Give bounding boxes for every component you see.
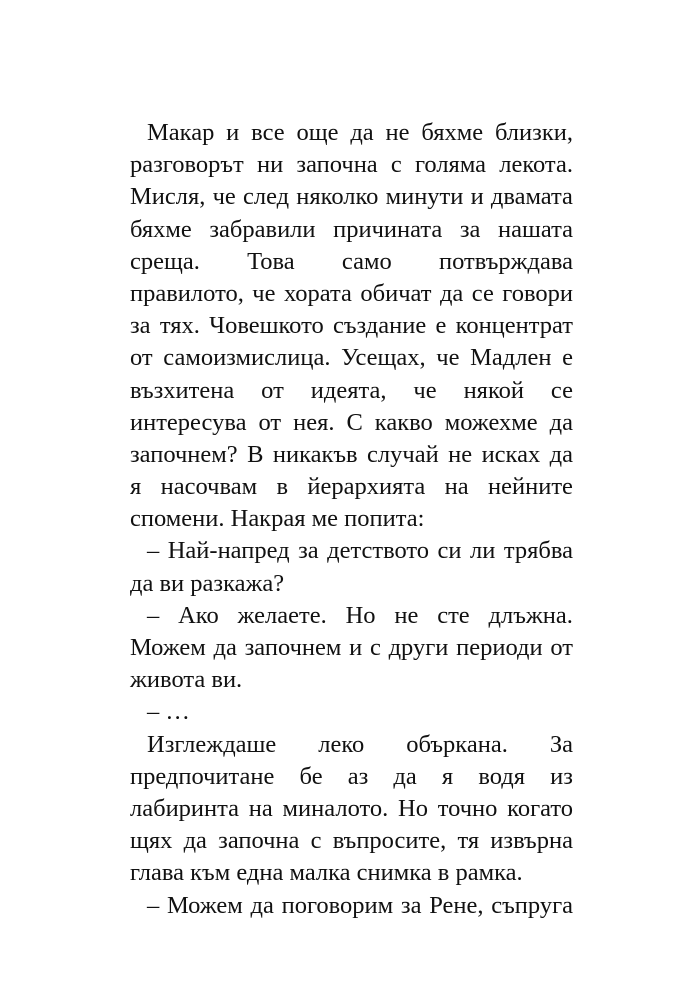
word: хората: [283, 279, 352, 307]
word: водя: [478, 762, 526, 790]
text-line: [130, 825, 573, 857]
word: периоди: [456, 634, 543, 661]
word: с: [390, 151, 402, 179]
word: правилото,: [130, 279, 244, 307]
word: двамата: [490, 183, 573, 211]
word: е: [435, 312, 447, 340]
word: щях: [130, 827, 173, 855]
word: голяма: [414, 151, 487, 179]
word: с: [310, 827, 322, 855]
word: поговорим: [281, 891, 394, 919]
word: извърна: [490, 827, 573, 855]
word: някой: [463, 376, 524, 404]
word: можехме: [444, 408, 538, 436]
word: Усещах,: [341, 344, 426, 372]
word: от: [261, 376, 284, 404]
word: исках: [481, 440, 541, 468]
word: обичат: [360, 279, 432, 307]
word: сте: [437, 601, 470, 629]
word: лабиринта: [130, 794, 240, 822]
word: да: [213, 634, 237, 661]
word: За: [549, 730, 573, 758]
word: за: [459, 215, 481, 243]
word: Човешкото: [209, 312, 324, 340]
word: Но: [398, 794, 428, 822]
word: все: [251, 119, 285, 146]
word: йерархията: [307, 473, 426, 501]
word: и: [349, 634, 363, 661]
text-line: живота ви.: [130, 666, 243, 694]
word: минути: [385, 183, 464, 211]
word: от: [258, 408, 282, 436]
word: говори: [502, 279, 573, 307]
word: съпруга: [491, 891, 573, 919]
word: възхитена: [130, 376, 235, 404]
word: че: [252, 279, 276, 307]
text-line: глава към една малка снимка в рамка.: [130, 859, 523, 887]
word: тях.: [159, 312, 200, 340]
word: –: [147, 537, 160, 565]
word: никакъв: [272, 440, 358, 468]
word: самоизмислица.: [163, 344, 331, 372]
word: на: [444, 473, 469, 501]
word: ни: [256, 151, 284, 179]
word: лекота.: [499, 151, 573, 179]
word: В: [247, 440, 264, 468]
text-line: да ви разкажа?: [130, 569, 285, 597]
word: от: [550, 634, 573, 661]
word: Най-напред: [167, 537, 290, 565]
word: че: [212, 183, 236, 211]
word: бяхме: [130, 215, 192, 243]
word: бяхме: [421, 119, 484, 146]
word: не: [394, 601, 419, 629]
word: среща.: [130, 247, 200, 275]
word: за: [298, 537, 319, 565]
dialogue-line: [130, 890, 573, 922]
word: да: [549, 440, 573, 468]
dialogue-line: – …: [147, 698, 190, 726]
word: Мадлен: [470, 344, 552, 372]
word: –: [147, 891, 160, 919]
word: и: [470, 183, 484, 211]
text-line: [130, 214, 573, 246]
word: си: [437, 537, 462, 565]
word: Но: [345, 601, 376, 629]
word: ли: [470, 537, 496, 565]
word: когато: [507, 794, 573, 822]
word: се: [471, 279, 494, 307]
word: други: [388, 634, 449, 661]
word: идеята,: [310, 376, 387, 404]
word: Макар: [147, 119, 215, 146]
word: потвърждава: [438, 247, 573, 275]
text-line: [130, 729, 573, 761]
word: бе: [299, 762, 323, 790]
word: Можем: [166, 891, 243, 919]
word: я: [441, 762, 454, 790]
dialogue-line: [130, 535, 573, 567]
word: започна: [218, 827, 300, 855]
word: аз: [347, 762, 369, 790]
text-line: [130, 310, 573, 342]
word: из: [550, 762, 573, 790]
text-line: [130, 793, 573, 825]
word: концентрат: [455, 312, 573, 340]
word: да: [250, 891, 274, 919]
word: няколко: [296, 183, 379, 211]
word: започнем?: [130, 440, 238, 468]
word: да: [549, 408, 573, 436]
text-line: [130, 407, 573, 439]
word: е: [562, 344, 573, 372]
text-line: [130, 342, 573, 374]
word: че: [413, 376, 437, 404]
word: –: [147, 601, 160, 629]
word: въпросите,: [332, 827, 447, 855]
word: точно: [437, 794, 498, 822]
text-line: [130, 246, 573, 278]
word: да: [183, 827, 207, 855]
text-line: [130, 278, 573, 310]
word: с: [369, 634, 381, 661]
text-line: спомени. Накрая ме попита:: [130, 505, 425, 533]
word: длъжна.: [488, 601, 573, 629]
text-line: [130, 439, 573, 471]
word: и: [226, 119, 240, 146]
word: Можем: [130, 634, 206, 661]
word: трябва: [503, 537, 573, 565]
word: Мисля,: [130, 183, 206, 211]
word: Ако: [178, 601, 219, 629]
word: нейните: [488, 473, 573, 501]
word: предпочитане: [130, 762, 275, 790]
word: не: [385, 119, 410, 146]
dialogue-line: [130, 600, 573, 632]
word: насочвам: [160, 473, 258, 501]
word: за: [400, 891, 422, 919]
body-text: [130, 117, 573, 922]
word: забравили: [209, 215, 316, 243]
text-line: [130, 375, 573, 407]
word: Рене,: [429, 891, 484, 919]
word: желаете.: [237, 601, 327, 629]
word: Изглеждаше: [147, 730, 277, 758]
word: детството: [327, 537, 430, 565]
word: се: [550, 376, 573, 404]
text-line: [130, 117, 573, 149]
word: интересува: [130, 408, 247, 436]
text-line: [130, 632, 573, 664]
word: започна: [296, 151, 378, 179]
word: тя: [457, 827, 480, 855]
text-line: [130, 181, 573, 213]
word: че: [436, 344, 460, 372]
word: какво: [374, 408, 433, 436]
word: още: [296, 119, 339, 146]
text-line: [130, 471, 573, 503]
word: нея.: [293, 408, 335, 436]
word: причината: [333, 215, 443, 243]
word: на: [248, 794, 273, 822]
word: объркана.: [406, 730, 508, 758]
text-line: [130, 149, 573, 181]
word: не: [448, 440, 473, 468]
word: случай: [367, 440, 439, 468]
word: да: [350, 119, 374, 146]
word: разговорът: [130, 151, 244, 179]
word: да: [393, 762, 417, 790]
word: я: [130, 473, 142, 501]
word: създание: [333, 312, 427, 340]
word: след: [242, 183, 290, 211]
text-line: [130, 761, 573, 793]
word: започнем: [244, 634, 342, 661]
word: миналото.: [282, 794, 389, 822]
word: само: [341, 247, 392, 275]
word: близки,: [494, 119, 573, 146]
word: нашата: [498, 215, 573, 243]
word: С: [346, 408, 363, 436]
word: леко: [318, 730, 365, 758]
word: да: [439, 279, 464, 307]
word: за: [130, 312, 151, 340]
word: в: [276, 473, 289, 501]
word: от: [130, 344, 153, 372]
word: Това: [247, 247, 295, 275]
